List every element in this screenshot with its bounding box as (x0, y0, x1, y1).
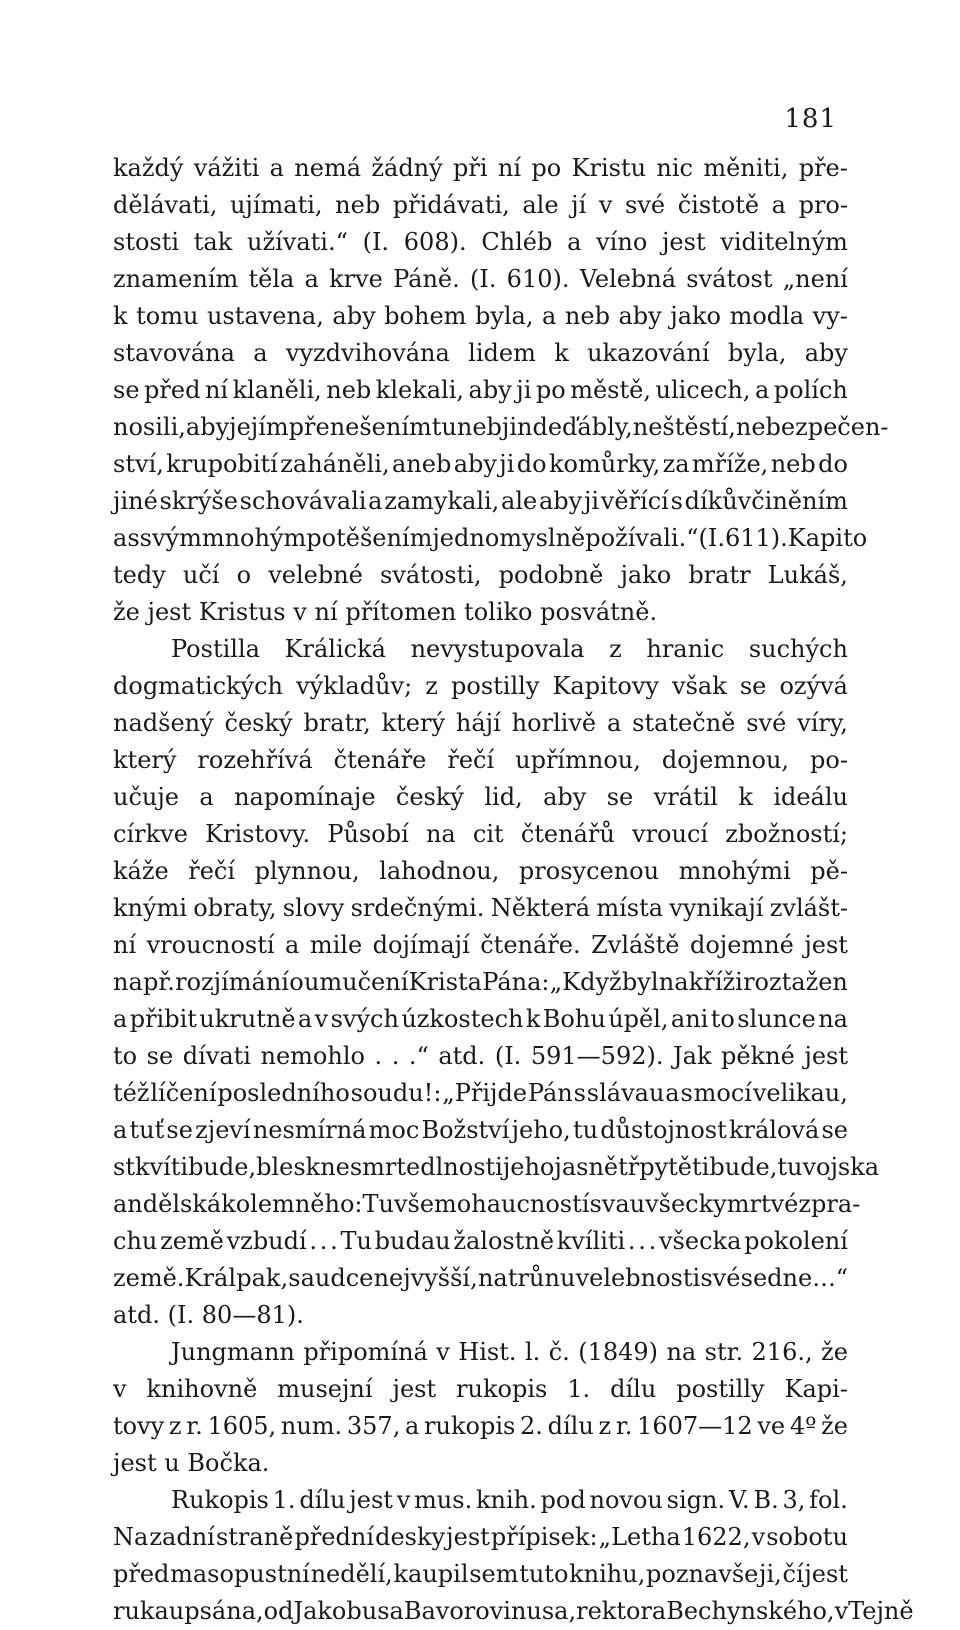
text-line: učuje a napomínaje český lid, aby se vrátil k ideálu (113, 783, 848, 811)
text-line: a tuť se zjeví nesmírná moc Božství jeho, tu důstojnost králová se (113, 1116, 848, 1144)
text-line: jiné skrýše schovávali a zamykali, ale aby ji věřící s díkůvčiněním (113, 487, 848, 515)
text-line: znamením těla a krve Páně. (I. 610). Velebná svátost „není (113, 265, 848, 293)
text-line: před masopustní nedělí, kaupil sem tuto knihu, poznavše ji, čí jest (113, 1560, 848, 1588)
text-line: Na zadní straně přední desky jest přípisek: „Letha 1622, v sobotu (113, 1523, 848, 1551)
text-line: káže řečí plynnou, lahodnou, prosycenou mnohými pě- (113, 857, 848, 885)
text-line: též líčení posledního soudu!: „Přijde Pán s slávau a s mocí velikau, (113, 1079, 848, 1107)
text-line: to se dívati nemohlo . . .“ atd. (I. 591—592). Jak pěkné jest (113, 1042, 848, 1070)
text-line: knými obraty, slovy srdečnými. Některá místa vynikají zvlášt- (113, 894, 848, 922)
text-line: andělská kolem něho: Tu všemohaucností svau všecky mrtvé z pra- (113, 1190, 861, 1218)
text-line: k tomu ustavena, aby bohem byla, a neb aby jako modla vy- (113, 302, 848, 330)
text-line: dogmatických výkladův; z postilly Kapitovy však se ozývá (113, 672, 848, 700)
text-line: ní vroucností a mile dojímají čtenáře. Zvláště dojemné jest (113, 931, 848, 959)
text-line: stkvíti bude, blesk nesmrtedlnosti jeho jasně třpytěti bude, tu vojska (113, 1153, 880, 1181)
text-line: na př. rozjímání o umučení Krista Pána: „Když byl na kříži roztažen (113, 968, 848, 996)
text-line: v knihovně musejní jest rukopis 1. dílu postilly Kapi- (113, 1375, 848, 1403)
text-line: jest u Bočka. (113, 1449, 270, 1477)
page-number: 181 (784, 104, 837, 134)
text-line: chu země vzbudí . . . Tu budau žalostně kvíliti . . . všecka pokolení (113, 1227, 848, 1255)
text-line: stosti tak užívati.“ (I. 608). Chléb a víno jest viditelným (113, 228, 848, 256)
text-line: a s svým mnohým potěšením jednomyslně požívali.“ (I. 611). Kapito (113, 524, 868, 552)
body-text (113, 150, 914, 1630)
text-line: nadšený český bratr, který hájí horlivě a statečně své víry, (113, 709, 848, 737)
text-line: atd. (I. 80—81). (113, 1301, 304, 1329)
text-line: nosili, aby jejím přenešením tu neb jinde ďábly, neštěstí, nebezpečen- (113, 413, 889, 441)
text-line: který rozehřívá čtenáře řečí upřímnou, dojemnou, po- (113, 746, 848, 774)
text-line: ství, krupobití zaháněli, aneb aby ji do komůrky, za mříže, neb do (113, 450, 848, 478)
text-line: Postilla Králická nevystupovala z hranic suchých (171, 635, 848, 663)
text-line: rukau psána, od Jakobusa Bavorovinusa, rektora Bechynského, v Tejně (113, 1597, 914, 1625)
text-line: tedy učí o velebné svátosti, podobně jako bratr Lukáš, (113, 561, 848, 589)
text-line: Rukopis 1. dílu jest v mus. knih. pod novou sign. V. B. 3, fol. (171, 1486, 848, 1514)
text-line: země. Král pak, saudce nejvyšší, na trůnu velebnosti své sedne . . .“ (113, 1264, 848, 1292)
text-line: se před ní klaněli, neb klekali, aby ji po městě, ulicech, a polích (113, 376, 848, 404)
text-line: Jungmann připomíná v Hist. l. č. (1849) na str. 216., že (171, 1338, 848, 1366)
text-line: církve Kristovy. Působí na cit čtenářů vroucí zbožností; (113, 820, 848, 848)
text-line: že jest Kristus v ní přítomen toliko posvátně. (113, 598, 658, 626)
text-line: a přibit ukrutně a v svých úzkostech k Bohu úpěl, ani to slunce na (113, 1005, 848, 1033)
text-line: každý vážiti a nemá žádný při ní po Kristu nic měniti, pře- (113, 154, 848, 182)
text-line: dělávati, ujímati, neb přidávati, ale jí v své čistotě a pro- (113, 191, 848, 219)
text-line: stavována a vyzdvihována lidem k ukazování byla, aby (113, 339, 848, 367)
text-line: tovy z r. 1605, num. 357, a rukopis 2. dílu z r. 1607—12 ve 4º že (113, 1412, 848, 1440)
